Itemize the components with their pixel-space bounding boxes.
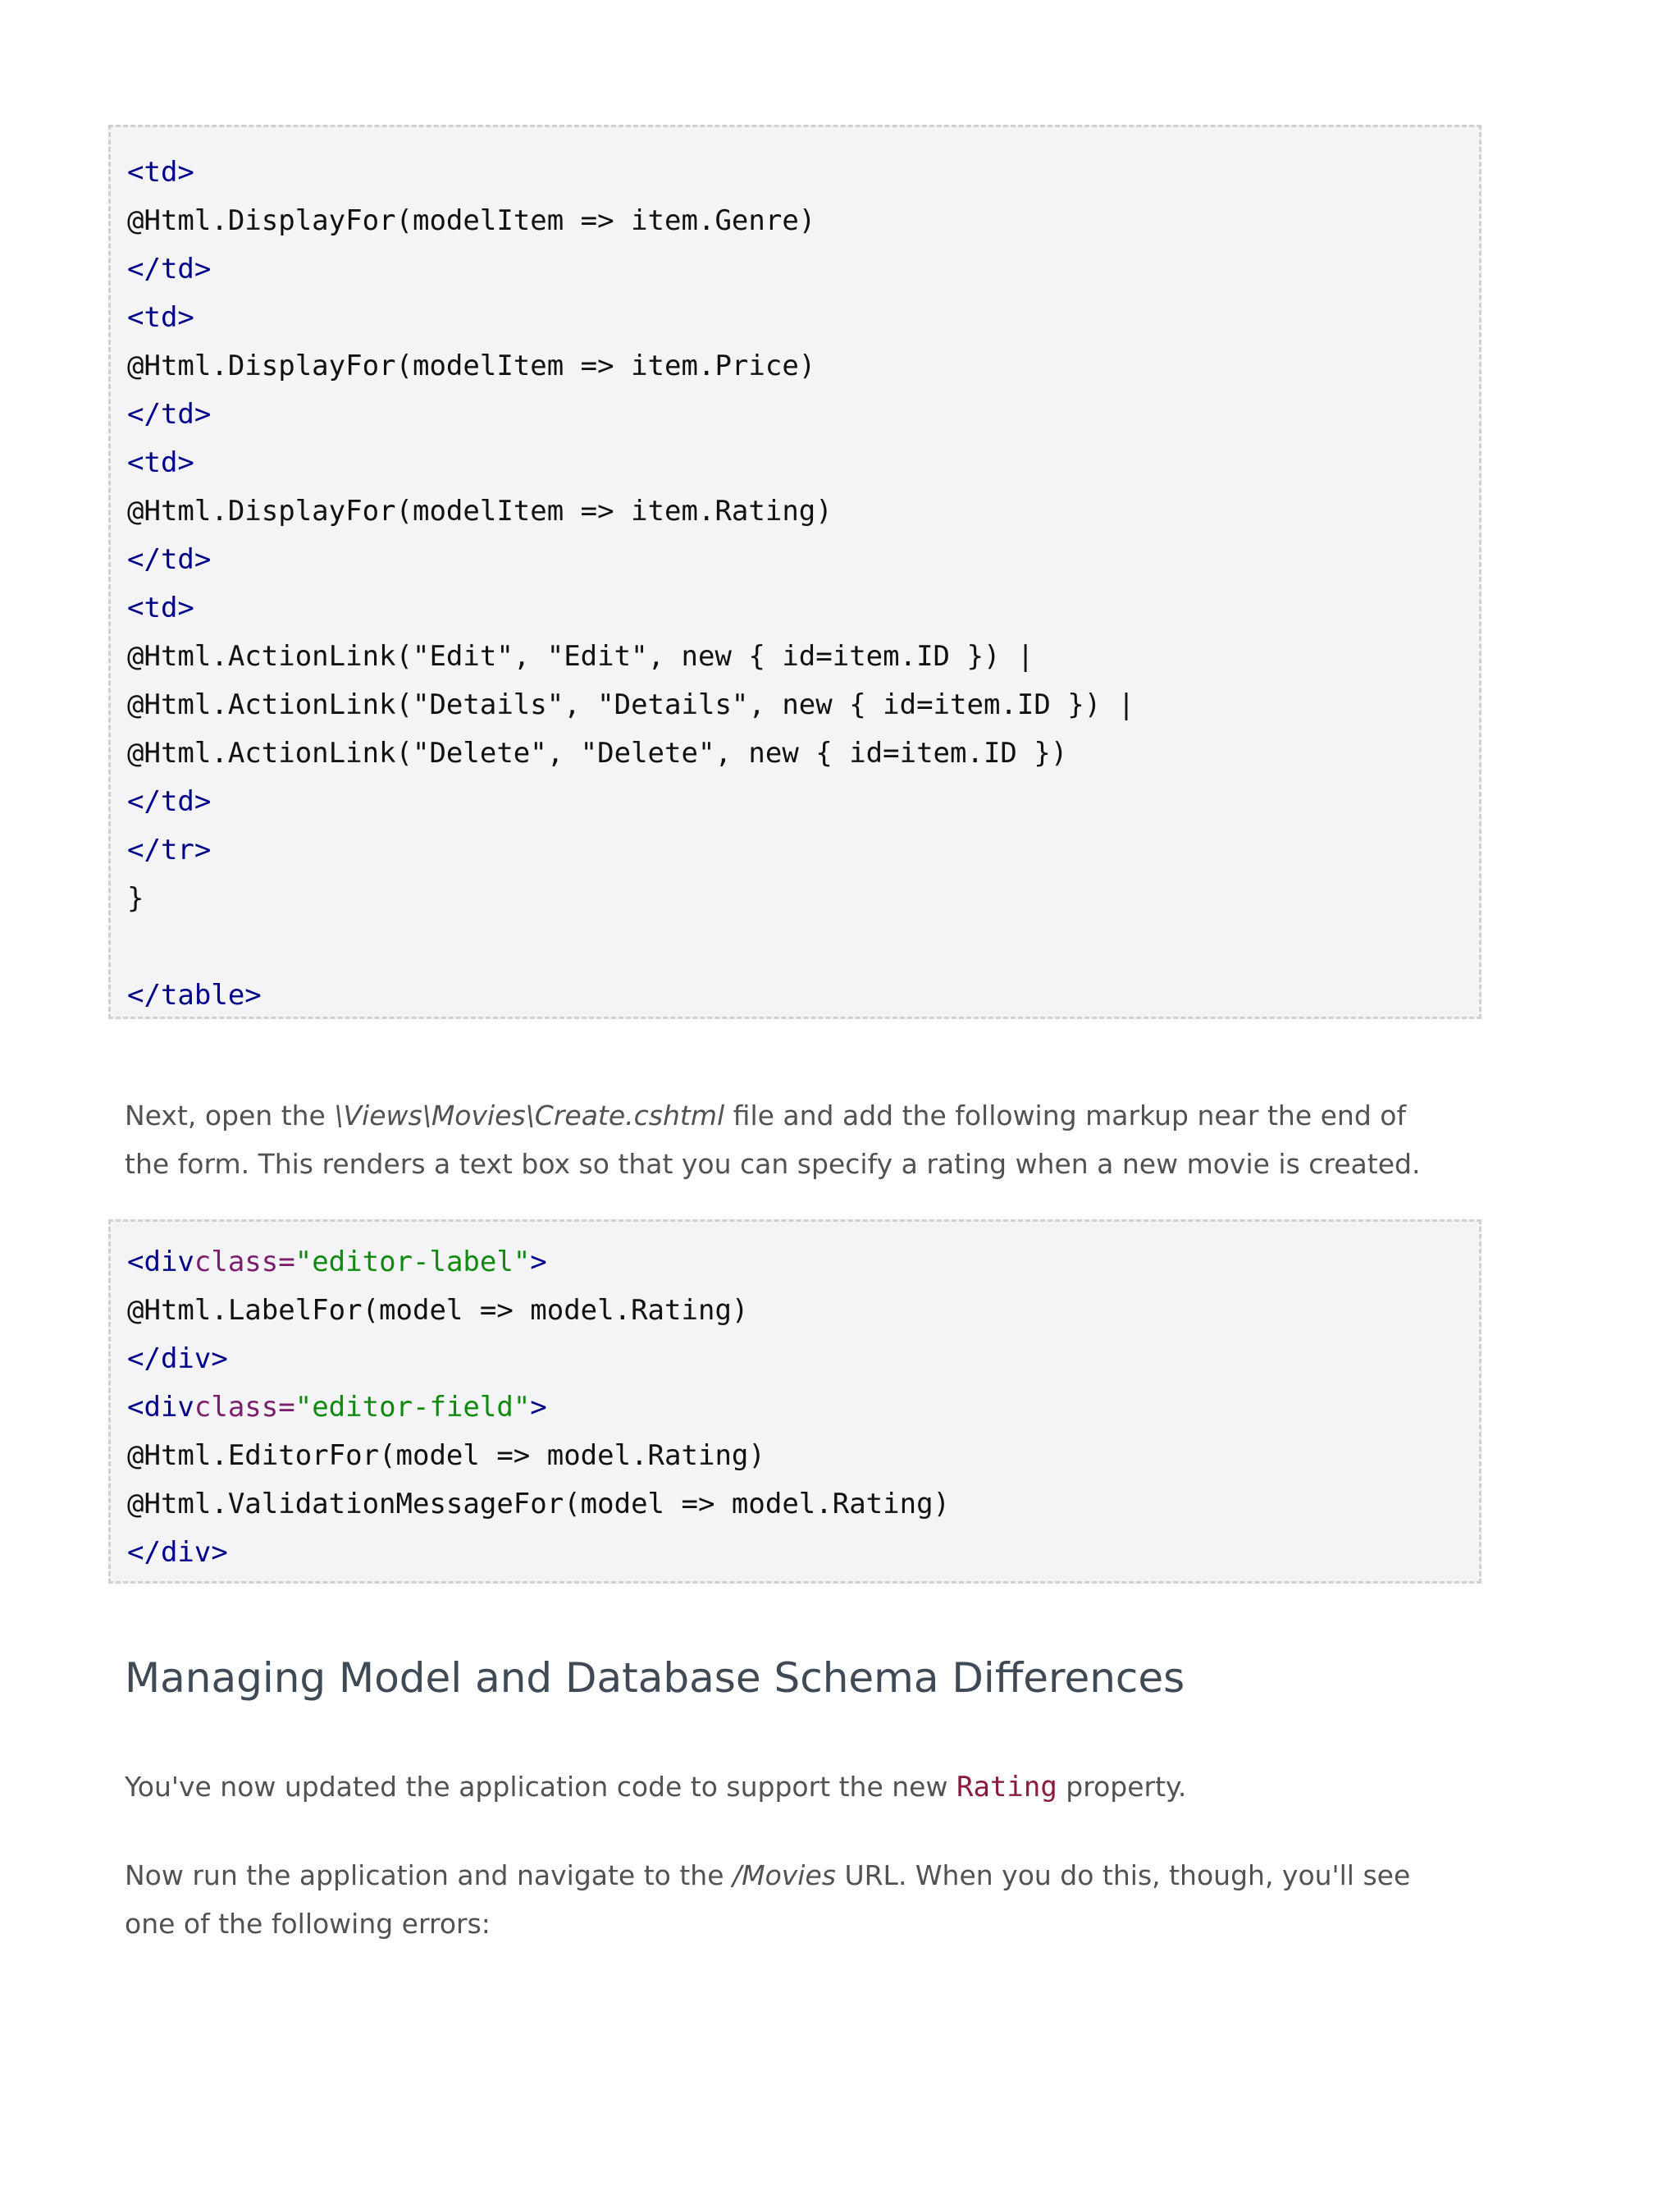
code-line bbox=[127, 1529, 1463, 1577]
code-token: </td> bbox=[127, 253, 212, 286]
code-token: </td> bbox=[127, 785, 212, 818]
code-line bbox=[127, 487, 1463, 536]
code-line bbox=[127, 439, 1463, 487]
paragraph-text: property. bbox=[1057, 1771, 1187, 1803]
code-token: @Html.DisplayFor(modelItem => item.Price) bbox=[127, 350, 816, 382]
code-line bbox=[127, 1383, 1463, 1432]
code-token: </div> bbox=[127, 1536, 228, 1569]
code-token: @Html.DisplayFor(modelItem => item.Genre) bbox=[127, 204, 816, 237]
code-line bbox=[127, 342, 1463, 391]
paragraph-run-application bbox=[125, 1851, 1437, 1948]
code-token: <td> bbox=[127, 156, 194, 189]
inline-code-rating: Rating bbox=[956, 1771, 1057, 1804]
code-token: </table> bbox=[127, 979, 262, 1012]
code-line bbox=[127, 1287, 1463, 1335]
paragraph-text: file and add the following markup near the end of the form. This renders a text box so that you can specify a rating when a new movie is created. bbox=[125, 1100, 1421, 1180]
code-line bbox=[127, 149, 1463, 197]
code-line bbox=[127, 294, 1463, 342]
code-token: @Html.ActionLink("Details", "Details", new { id=item.ID }) | bbox=[127, 688, 1135, 721]
code-block-table-cells bbox=[108, 125, 1481, 1019]
code-token: "editor-field" bbox=[294, 1391, 531, 1424]
code-token: @Html.DisplayFor(modelItem => item.Rating) bbox=[127, 495, 833, 528]
code-token: </td> bbox=[127, 543, 212, 576]
code-token: @Html.EditorFor(model => model.Rating) bbox=[127, 1439, 765, 1472]
file-path: \Views\Movies\Create.cshtml bbox=[334, 1100, 725, 1132]
paragraph-open-create-view bbox=[125, 1091, 1437, 1188]
code-token: class= bbox=[194, 1246, 295, 1278]
code-token: </td> bbox=[127, 398, 212, 431]
code-token: <div bbox=[127, 1391, 194, 1424]
code-token: > bbox=[530, 1391, 547, 1424]
code-token: <td> bbox=[127, 446, 194, 479]
code-line bbox=[127, 923, 1463, 971]
paragraph-text: You've now updated the application code to support the new bbox=[125, 1771, 956, 1803]
paragraph-text: Now run the application and navigate to the bbox=[125, 1859, 733, 1891]
code-line bbox=[127, 778, 1463, 826]
url-path: /Movies bbox=[733, 1859, 836, 1891]
code-token: > bbox=[530, 1246, 547, 1278]
code-token: class= bbox=[194, 1391, 295, 1424]
code-block-editor-markup bbox=[108, 1219, 1481, 1584]
code-line bbox=[127, 1432, 1463, 1480]
code-token: <div bbox=[127, 1246, 194, 1278]
paragraph-text: URL. When you do this, though, you'll see one of the following errors: bbox=[125, 1859, 1411, 1940]
code-line bbox=[127, 536, 1463, 584]
code-line bbox=[127, 971, 1463, 1020]
code-line bbox=[127, 197, 1463, 245]
code-line bbox=[127, 875, 1463, 923]
code-token: </tr> bbox=[127, 834, 212, 866]
paragraph-updated-code bbox=[125, 1762, 1437, 1812]
section-heading: Managing Model and Database Schema Differences bbox=[125, 1654, 1185, 1702]
code-token: <td> bbox=[127, 301, 194, 334]
code-line bbox=[127, 1238, 1463, 1287]
code-line bbox=[127, 826, 1463, 875]
code-line bbox=[127, 245, 1463, 294]
code-line bbox=[127, 1480, 1463, 1529]
code-token: @Html.LabelFor(model => model.Rating) bbox=[127, 1294, 749, 1327]
code-line bbox=[127, 729, 1463, 778]
code-token: @Html.ActionLink("Delete", "Delete", new { id=item.ID }) bbox=[127, 737, 1068, 770]
code-token: } bbox=[127, 882, 144, 915]
code-line bbox=[127, 681, 1463, 729]
code-line bbox=[127, 633, 1463, 681]
code-line bbox=[127, 584, 1463, 633]
code-line bbox=[127, 391, 1463, 439]
code-token: <td> bbox=[127, 592, 194, 624]
code-token: @Html.ActionLink("Edit", "Edit", new { id=item.ID }) | bbox=[127, 640, 1034, 673]
paragraph-text: Next, open the bbox=[125, 1100, 335, 1132]
code-token: @Html.ValidationMessageFor(model => model.Rating) bbox=[127, 1488, 951, 1520]
code-line bbox=[127, 1335, 1463, 1383]
code-token: </div> bbox=[127, 1342, 228, 1375]
code-token: "editor-label" bbox=[294, 1246, 531, 1278]
